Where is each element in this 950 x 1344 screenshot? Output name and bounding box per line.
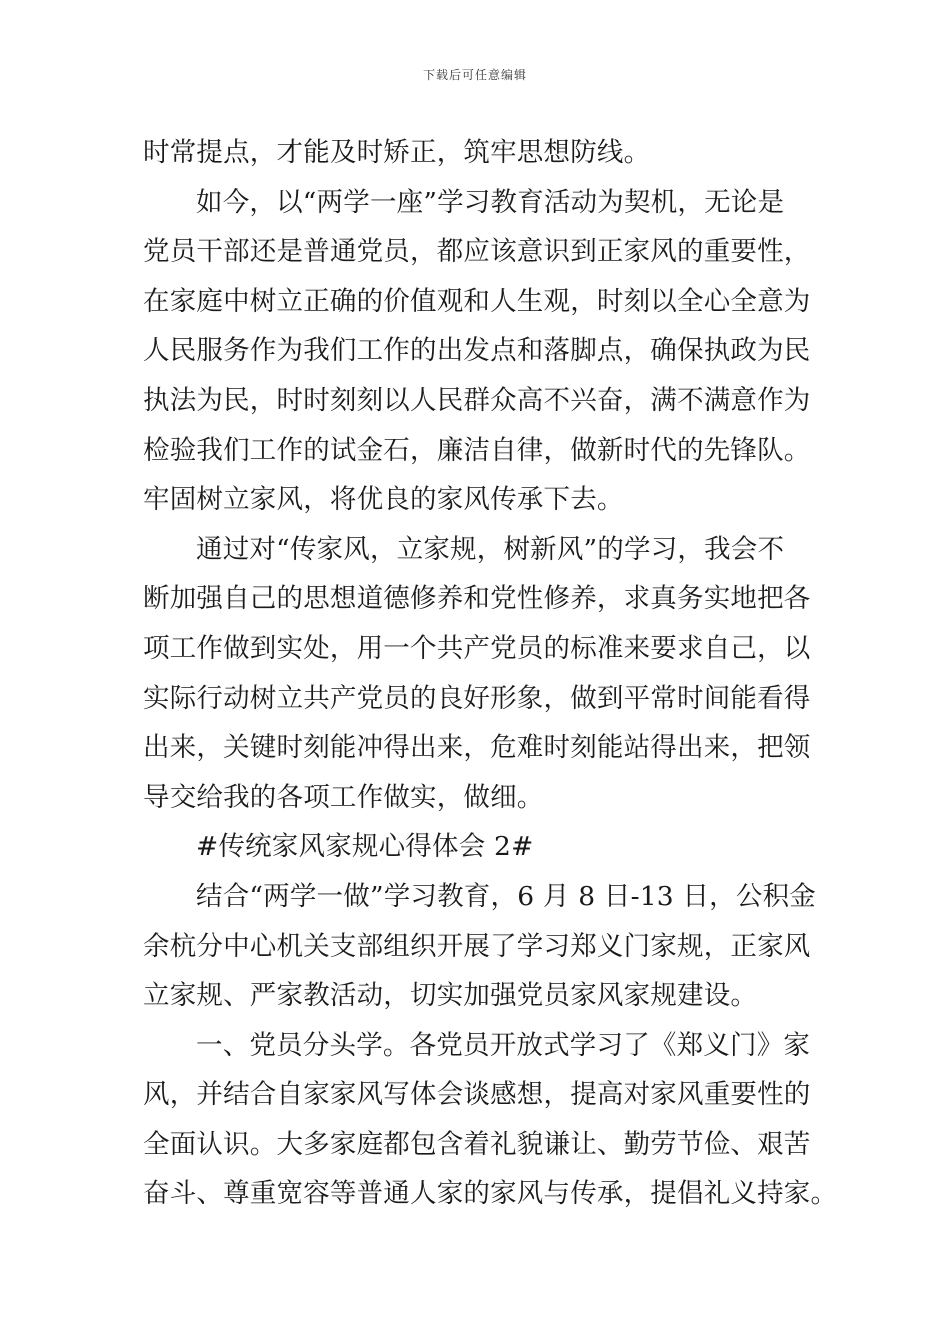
text-line: 立家规、严家教活动，切实加强党员家风家规建设。 xyxy=(143,980,758,1012)
text-line: 时常提点，才能及时矫正，筑牢思想防线。 xyxy=(143,137,651,168)
text-line: 实际行动树立共产党员的良好形象，做到平常时间能看得 xyxy=(143,682,811,714)
text-line: 一、党员分头学。各党员开放式学习了《郑义门》家 xyxy=(196,1029,811,1061)
text-line: 项工作做到实处，用一个共产党员的标准来要求自己，以 xyxy=(143,632,811,664)
text-line: 牢固树立家风，将优良的家风传承下去。 xyxy=(143,484,624,516)
text-line: 人民服务作为我们工作的出发点和落脚点，确保执政为民 xyxy=(143,335,811,367)
text-line: 导交给我的各项工作做实，做细。 xyxy=(143,781,544,813)
text-line: 检验我们工作的试金石，廉洁自律，做新时代的先锋队。 xyxy=(143,434,811,466)
text-line: 出来，关键时刻能冲得出来，危难时刻能站得出来，把领 xyxy=(143,732,811,764)
page-header: 下载后可任意编辑 xyxy=(422,68,527,82)
text-line: 通过对“传家风，立家规，树新风”的学习，我会不 xyxy=(196,533,785,565)
text-line: 风，并结合自家家风写体会谈感想，提高对家风重要性的 xyxy=(143,1079,811,1111)
text-line: 在家庭中树立正确的价值观和人生观，时刻以全心全意为 xyxy=(143,285,811,317)
document-body xyxy=(143,128,838,1219)
text-line: 执法为民，时时刻刻以人民群众高不兴奋，满不满意作为 xyxy=(143,384,811,416)
text-line: 奋斗、尊重宽容等普通人家的家风与传承，提倡礼义持家。 xyxy=(143,1178,838,1210)
text-line: 结合“两学一做”学习教育，6 月 8 日-13 日，公积金 xyxy=(196,880,816,912)
text-line: 党员干部还是普通党员，都应该意识到正家风的重要性， xyxy=(143,236,811,268)
text-line: 全面认识。大多家庭都包含着礼貌谦让、勤劳节俭、艰苦 xyxy=(143,1128,811,1160)
section-heading: #传统家风家规心得体会 2# xyxy=(196,831,534,863)
text-line: 余杭分中心机关支部组织开展了学习郑义门家规，正家风 xyxy=(143,930,811,962)
text-line: 如今，以“两学一座”学习教育活动为契机，无论是 xyxy=(196,186,785,218)
text-line: 断加强自己的思想道德修养和党性修养，求真务实地把各 xyxy=(143,583,811,615)
